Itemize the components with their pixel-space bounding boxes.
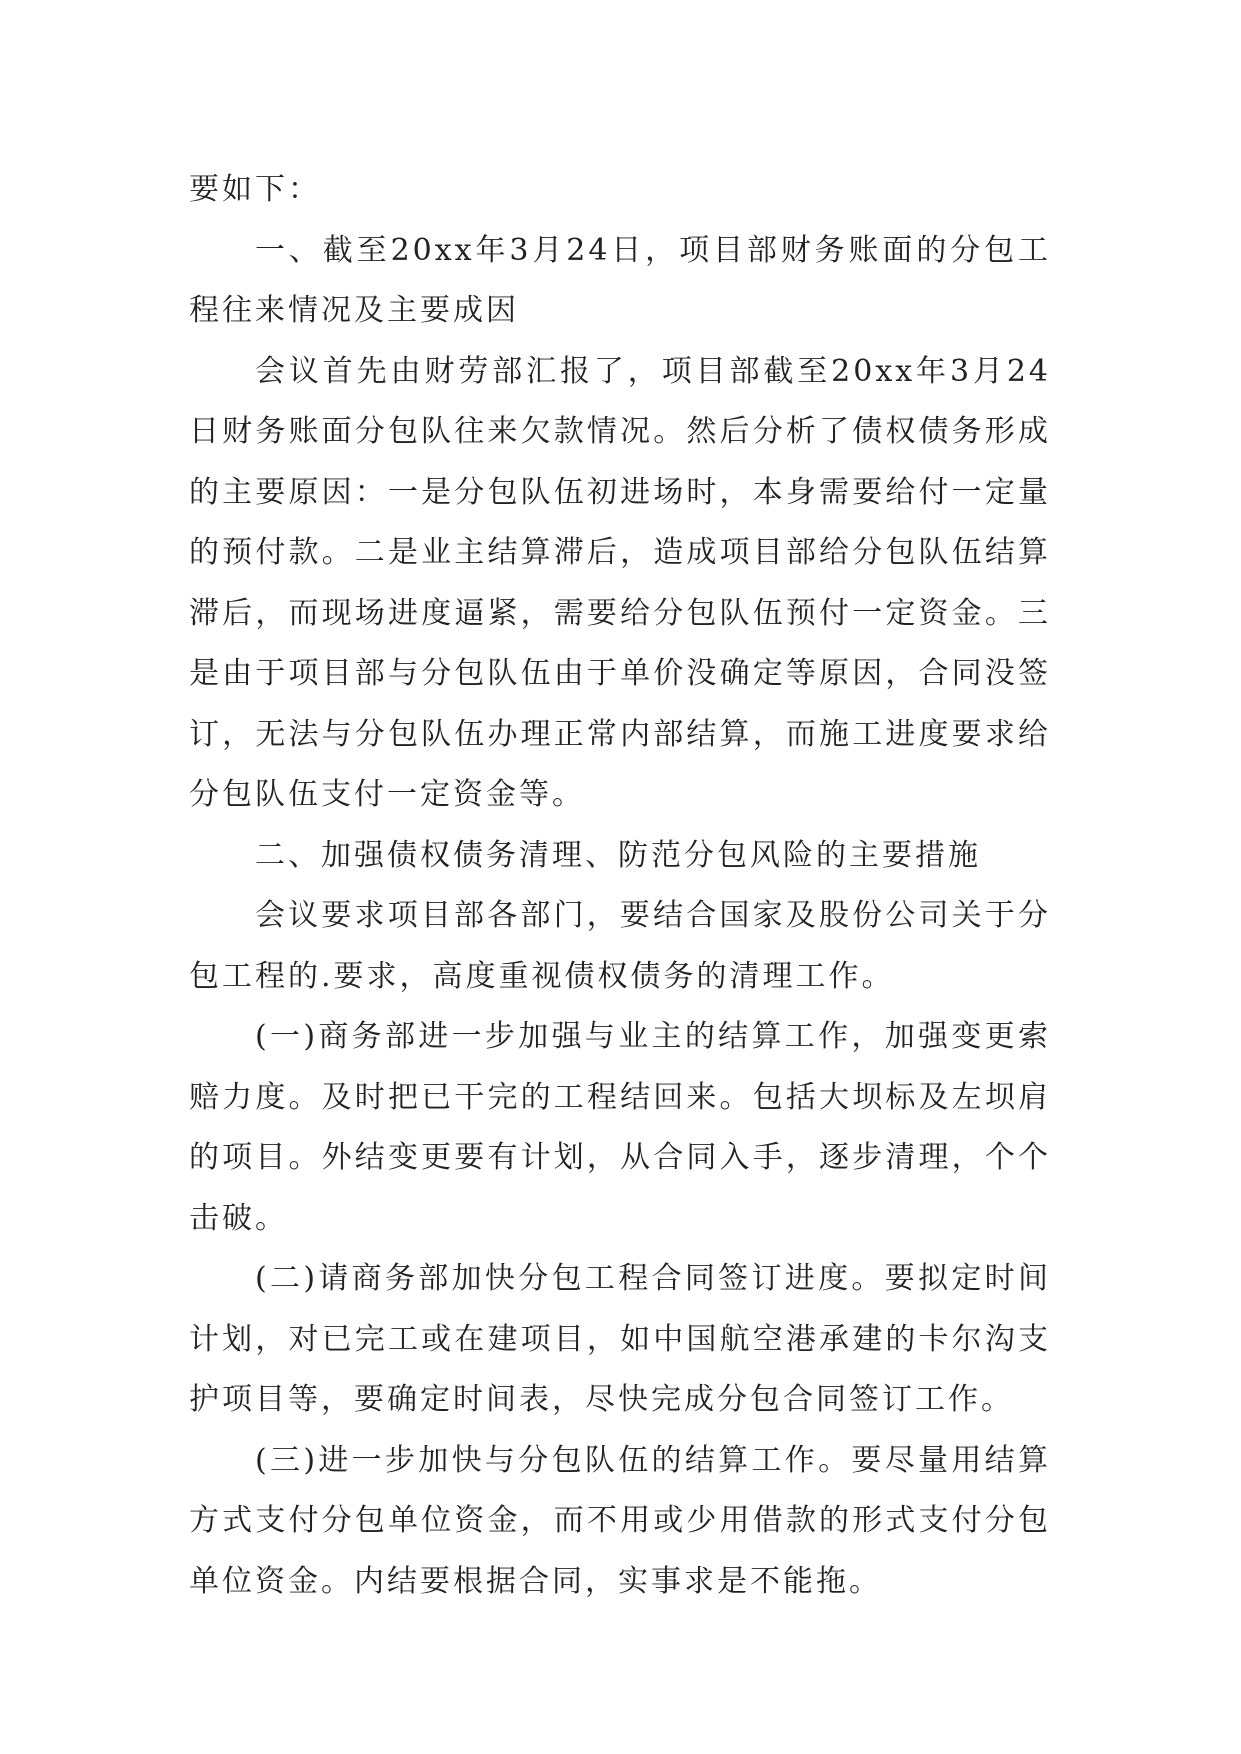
- paragraph-item-one: (一)商务部进一步加强与业主的结算工作，加强变更索赔力度。及时把已干完的工程结回来。包括大坝标及左坝肩的项目。外结变更要有计划，从合同入手，逐步清理，个个击破。: [189, 1019, 1051, 1236]
- section-heading-two: 二、加强债权债务清理、防范分包风险的主要措施: [255, 837, 981, 873]
- section-heading-one: 一、截至20xx年3月24日，项目部财务账面的分包工程往来情况及主要成因: [189, 232, 1051, 328]
- paragraph-continuation: 要如下：: [189, 172, 321, 207]
- paragraph-meeting-requirements: 会议要求项目部各部门，要结合国家及股份公司关于分包工程的.要求，高度重视债权债务的清理工作。: [189, 898, 1051, 994]
- paragraph-meeting-report: 会议首先由财劳部汇报了，项目部截至20xx年3月24日财务账面分包队往来欠款情况。然后分析了债权债务形成的主要原因：一是分包队伍初进场时，本身需要给付一定量的预付款。二是业主结算滞后，造成项目部给分包队伍结算滞后，而现场进度逼紧，需要给分包队伍预付一定资金。三是由于项目部与分包队伍由于单价没确定等原因，合同没签订，无法与分包队伍办理正常内部结算，而施工进度要求给分包队伍支付一定资金等。: [189, 353, 1051, 812]
- paragraph-item-three: (三)进一步加快与分包队伍的结算工作。要尽量用结算方式支付分包单位资金，而不用或少用借款的形式支付分包单位资金。内结要根据合同，实事求是不能拖。: [189, 1442, 1051, 1599]
- document-body: [189, 160, 1051, 1612]
- paragraph-item-two: (二)请商务部加快分包工程合同签订进度。要拟定时间计划，对已完工或在建项目，如中国航空港承建的卡尔沟支护项目等，要确定时间表，尽快完成分包合同签订工作。: [189, 1261, 1051, 1417]
